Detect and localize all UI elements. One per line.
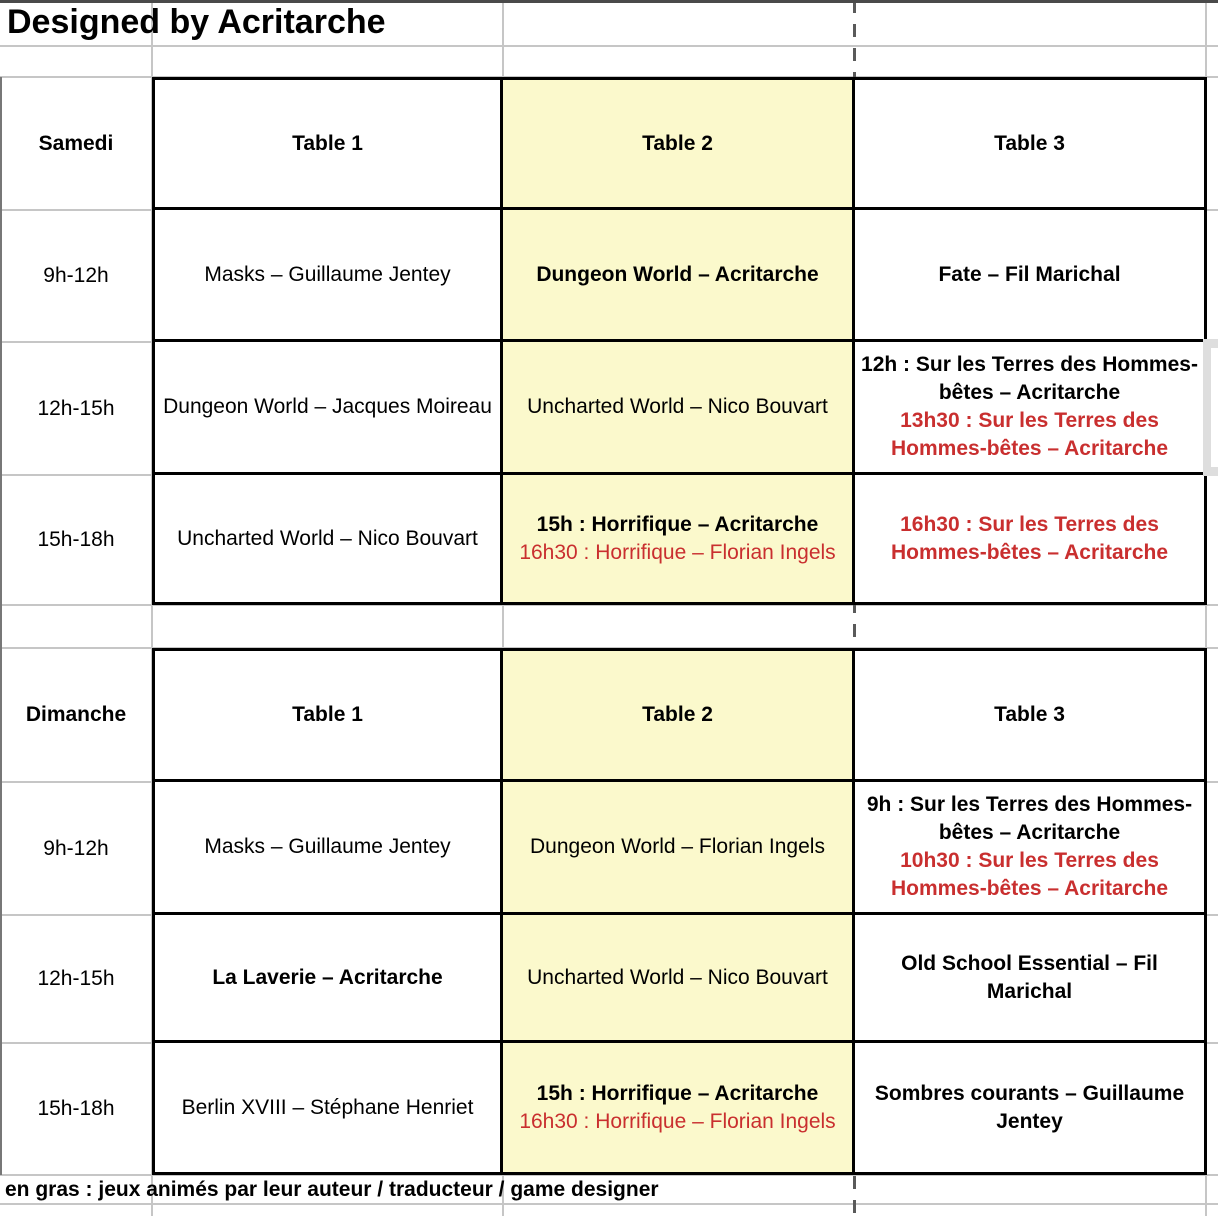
- samedi-12h-table1-cell[interactable]: Dungeon World – Jacques Moireau: [155, 342, 503, 475]
- dimanche-12h-table1-cell[interactable]: La Laverie – Acritarche: [155, 915, 503, 1043]
- dimanche-time-15h-18h-cell[interactable]: 15h-18h: [37, 1097, 115, 1120]
- left-edge-line: [0, 77, 2, 1175]
- legend-note: en gras : jeux animés par leur auteur / traducteur / game designer: [5, 1177, 659, 1201]
- samedi-time-15h-18h-cell[interactable]: 15h-18h: [37, 528, 115, 551]
- dimanche-9h-table3-cell[interactable]: [855, 782, 1204, 915]
- samedi-table1-header-cell[interactable]: Table 1: [155, 80, 503, 210]
- dimanche-day-cell[interactable]: Dimanche: [25, 703, 127, 726]
- dimanche-table2-header-cell[interactable]: Table 2: [503, 651, 855, 782]
- session-entry: 15h : Horrifique – Acritarche: [536, 512, 819, 536]
- dimanche-12h-table2-cell[interactable]: Uncharted World – Nico Bouvart: [503, 915, 855, 1043]
- right-edge-scroll-marker-top-cap[interactable]: [1203, 339, 1218, 348]
- dimanche-15h-table1-cell[interactable]: Berlin XVIII – Stéphane Henriet: [155, 1043, 503, 1172]
- samedi-schedule-table: [152, 77, 1207, 605]
- dimanche-9h-table1-cell[interactable]: Masks – Guillaume Jentey: [155, 782, 503, 915]
- samedi-table2-header-cell[interactable]: Table 2: [503, 80, 855, 210]
- dimanche-schedule-table: [152, 648, 1207, 1175]
- right-edge-scroll-marker-bottom-cap[interactable]: [1203, 467, 1218, 476]
- session-entry: 15h : Horrifique – Acritarche: [536, 1081, 819, 1105]
- samedi-time-12h-15h-cell[interactable]: 12h-15h: [37, 396, 115, 420]
- samedi-15h-table3-cell[interactable]: 16h30 : Sur les Terres des Hommes-bêtes – Acritarche: [855, 475, 1204, 602]
- samedi-12h-table3-cell[interactable]: [855, 342, 1204, 475]
- dimanche-time-12h-15h-cell[interactable]: 12h-15h: [37, 967, 115, 990]
- session-entry: 9h : Sur les Terres des Hommes-bêtes – Acritarche: [866, 793, 1193, 845]
- samedi-12h-table2-cell[interactable]: Uncharted World – Nico Bouvart: [503, 342, 855, 475]
- samedi-15h-table1-cell[interactable]: Uncharted World – Nico Bouvart: [155, 475, 503, 602]
- session-entry: 12h : Sur les Terres des Hommes-bêtes – Acritarche: [861, 353, 1198, 405]
- dimanche-15h-table2-cell[interactable]: [503, 1043, 855, 1172]
- session-entry-alt: 16h30 : Horrifique – Florian Ingels: [519, 540, 836, 564]
- dimanche-table1-header-cell[interactable]: Table 1: [155, 651, 503, 782]
- sheet-title: Designed by Acritarche: [7, 3, 386, 41]
- gridline-horizontal: [0, 1203, 1218, 1205]
- dimanche-12h-table3-cell[interactable]: Old School Essential – Fil Marichal: [855, 915, 1204, 1043]
- samedi-time-9h-12h-cell[interactable]: 9h-12h: [43, 264, 109, 287]
- samedi-9h-table3-cell[interactable]: Fate – Fil Marichal: [855, 210, 1204, 342]
- right-edge-scroll-marker[interactable]: [1203, 339, 1211, 476]
- dimanche-15h-table3-cell[interactable]: Sombres courants – Guillaume Jentey: [855, 1043, 1204, 1172]
- samedi-day-cell[interactable]: Samedi: [38, 131, 114, 155]
- dimanche-time-9h-12h-cell[interactable]: 9h-12h: [43, 836, 109, 860]
- samedi-table3-header-cell[interactable]: Table 3: [855, 80, 1204, 210]
- dimanche-9h-table2-cell[interactable]: Dungeon World – Florian Ingels: [503, 782, 855, 915]
- samedi-9h-table2-cell[interactable]: Dungeon World – Acritarche: [503, 210, 855, 342]
- samedi-9h-table1-cell[interactable]: Masks – Guillaume Jentey: [155, 210, 503, 342]
- samedi-15h-table2-cell[interactable]: [503, 475, 855, 602]
- top-edge-bar: [0, 0, 1218, 3]
- session-entry-alt: 16h30 : Horrifique – Florian Ingels: [519, 1109, 836, 1133]
- session-entry-alt: 10h30 : Sur les Terres des Hommes-bêtes – Acritarche: [891, 849, 1168, 900]
- session-entry-alt: 13h30 : Sur les Terres des Hommes-bêtes – Acritarche: [891, 409, 1168, 460]
- gridline-horizontal: [0, 45, 1218, 47]
- dimanche-table3-header-cell[interactable]: Table 3: [855, 651, 1204, 782]
